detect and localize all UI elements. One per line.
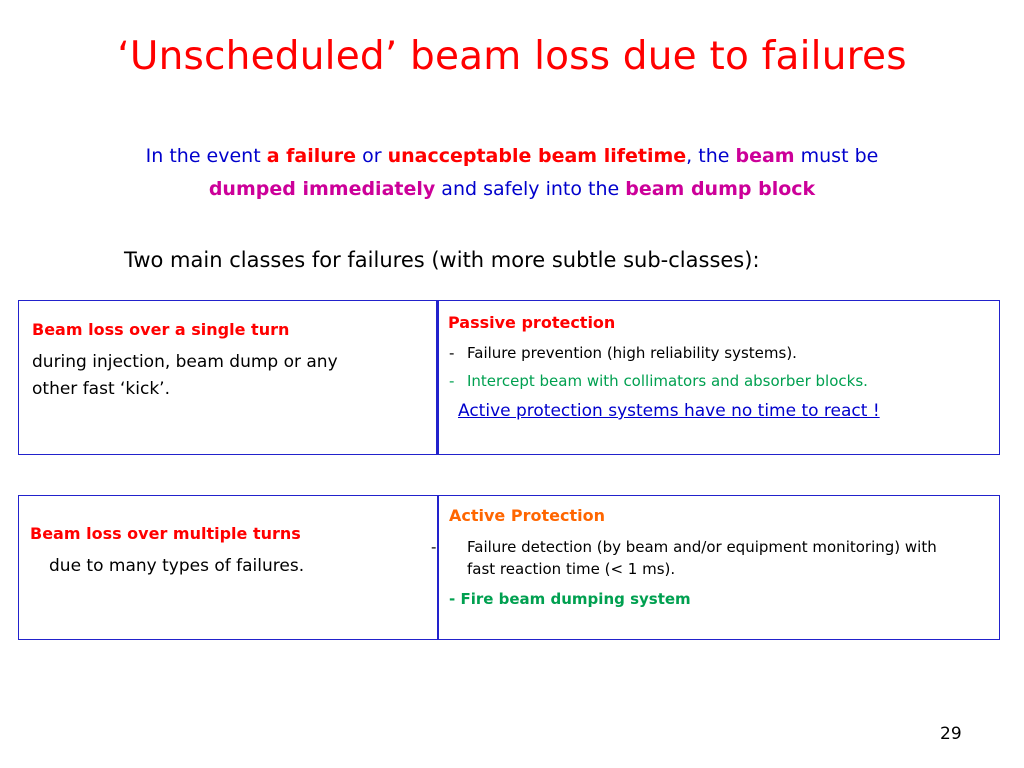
intro-emphasis: unacceptable beam lifetime bbox=[387, 145, 687, 167]
active-protection-heading: Active Protection bbox=[449, 506, 605, 525]
bullet-text: Failure prevention (high reliability systems). bbox=[467, 344, 797, 362]
single-turn-line-2: other fast ‘kick’. bbox=[32, 379, 170, 399]
single-turn-box bbox=[18, 300, 1000, 455]
intro-text: , the bbox=[686, 145, 736, 167]
bullet-dash: - bbox=[449, 344, 455, 362]
bullet-dash: - bbox=[449, 372, 455, 390]
intro-line-2 bbox=[40, 173, 984, 206]
intro-statement bbox=[40, 140, 984, 206]
intro-text: must be bbox=[794, 145, 879, 167]
intro-emphasis: beam dump block bbox=[625, 178, 816, 200]
active-bullet-1 bbox=[431, 536, 937, 580]
multiple-turns-box bbox=[18, 495, 1000, 640]
passive-protection-heading: Passive protection bbox=[448, 313, 616, 332]
single-turn-description bbox=[32, 349, 427, 403]
intro-text: and safely into the bbox=[435, 178, 626, 200]
box-divider bbox=[437, 496, 439, 639]
intro-emphasis: dumped immediately bbox=[208, 178, 436, 200]
active-bullet-2: - Fire beam dumping system bbox=[449, 590, 691, 608]
bullet-text: Failure detection (by beam and/or equipment monitoring) with fast reaction time (< 1 ms). bbox=[467, 538, 937, 578]
single-turn-line-1: during injection, beam dump or any bbox=[32, 352, 338, 372]
multiple-turns-description: due to many types of failures. bbox=[49, 556, 305, 576]
passive-bullet-2 bbox=[449, 370, 989, 392]
intro-text: or bbox=[356, 145, 388, 167]
bullet-dash: - bbox=[431, 538, 437, 556]
no-time-to-react-note: Active protection systems have no time to react ! bbox=[458, 401, 880, 421]
intro-emphasis: beam bbox=[735, 145, 795, 167]
slide-title: ‘Unscheduled’ beam loss due to failures bbox=[117, 34, 907, 79]
intro-line-1 bbox=[40, 140, 984, 173]
single-turn-heading: Beam loss over a single turn bbox=[32, 320, 290, 339]
intro-text: In the event bbox=[145, 145, 267, 167]
passive-bullet-1 bbox=[449, 342, 989, 364]
box-divider bbox=[436, 301, 439, 454]
page-number: 29 bbox=[940, 724, 962, 744]
multiple-turns-heading: Beam loss over multiple turns bbox=[30, 524, 301, 543]
bullet-text: Intercept beam with collimators and absorber blocks. bbox=[467, 372, 868, 390]
intro-emphasis: a failure bbox=[266, 145, 357, 167]
failure-classes-heading: Two main classes for failures (with more subtle sub-classes): bbox=[124, 248, 760, 272]
